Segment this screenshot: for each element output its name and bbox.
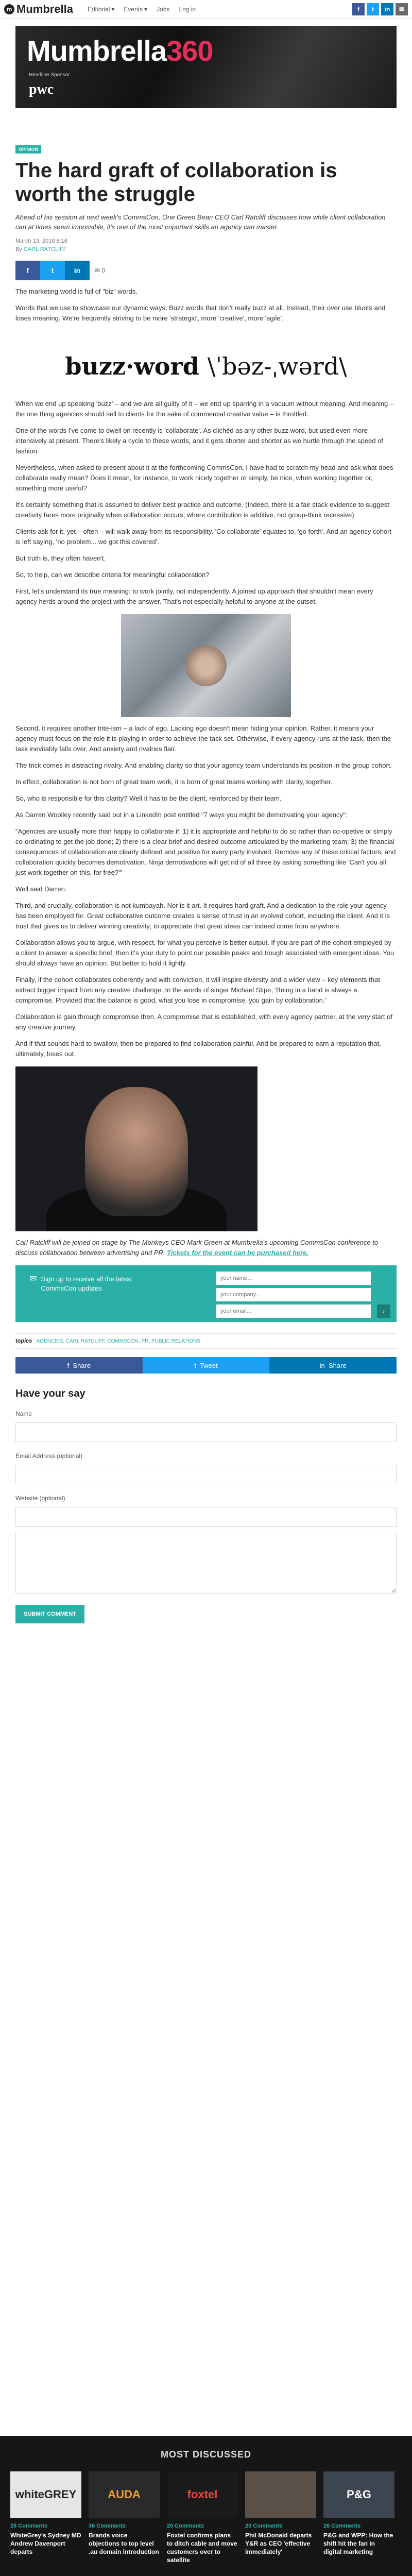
signup-text: ✉ Sign up to receive all the latest CommsCon updates [30,1275,132,1292]
card-comment-count: 28 Comments [10,2523,48,2529]
paragraph: Clients ask for it, yet – often – will walk away from its responsibility. 'Co collaborate' equates to, 'go forth'. And an agency cohort is left saying, 'no problem... we got this covered'. [15,528,392,546]
name-label: Name [15,1410,32,1417]
signup-company-input[interactable] [216,1288,371,1301]
social-links [352,3,408,15]
newsletter-signup [15,1265,397,1322]
paragraph: Third, and crucially, collaboration is not kumbayah. Nor is it art. It requires hard graft. And a dedication to the role your agency has been employed for. Great collaborative outcome creates a sense of trust in an evolved cohort, including the client. And it is trust that gives us to deliver winning creativity; to appreciate that great ideas can indeed come from anywhere. [15,902,390,930]
paragraph: The marketing world is full of "biz" words. [15,287,138,295]
paragraph: So, who is responsible for this clarity? Well it has to be the client, reinforced by their team. [15,794,282,802]
card-comment-count: 20 Comments [167,2523,204,2529]
website-label: Website (optional) [15,1495,65,1502]
main-menu [88,6,196,13]
share-twitter-icon[interactable]: t [40,261,65,280]
tickets-link[interactable]: Tickets for the event can be purchased here. [167,1249,309,1257]
paragraph: The trick comes in distracting rivalry. And enabling clarity so that your agency team understands its position in the group cohort. [15,761,392,769]
name-input[interactable] [15,1422,397,1442]
linkedin-icon[interactable]: in [381,3,393,15]
discussed-cards [0,2471,412,2564]
paragraph: Words that we use to showcase our dynamic ways. Buzz words that don't really buzz at all. Instead, their over use blunts and loses meaning. We're frequently striving to be more 'strategic', more 'creative', more 'agile'. [15,304,386,322]
envelope-icon: ✉ [30,1275,37,1283]
submit-comment-button[interactable]: SUBMIT COMMENT [15,1605,84,1623]
comment-form-title: Have your say [15,1388,85,1399]
card-comment-count: 20 Comments [245,2523,283,2529]
signup-email-input[interactable] [216,1304,371,1318]
nav-item-login[interactable]: Log in [179,5,196,13]
article-meta [15,237,397,253]
topics-bar [15,1333,397,1349]
share-twitter-button[interactable]: t Tweet [143,1357,270,1374]
paragraph: Collaboration is gain through compromise then. A compromise that is established, with every agency partner, at the very start of any creative journey. [15,1013,392,1031]
photo-caption: Carl Ratcliff will be joined on stage by The Monkeys CEO Mark Green at Mumbrella's upcoming CommsCon conference to discuss collaboration between advertising and PR. Tickets for the event can be purchased here. [15,1239,379,1257]
signup-submit-button[interactable]: › [377,1304,390,1318]
paragraph: And if that sounds hard to swallow, then be prepared to find collaboration painful. And be prepared to earn a reputation that, ultimately, loses out. [15,1040,381,1058]
teamwork-hands-photo [121,614,291,717]
paragraph: But truth is, they often haven't. [15,554,106,562]
discussed-card[interactable] [89,2471,160,2564]
author-prefix: By [15,246,22,252]
most-discussed-section [0,2436,412,2576]
share-facebook-button[interactable]: f Share [15,1357,143,1374]
paragraph: First, let's understand its true meaning: to work jointly, not independently. A joined up approach that shouldn't mean every agency herds around the project with the answer. That's not especially helpful to anyone at the outset. [15,587,373,605]
discussed-card[interactable] [167,2471,238,2564]
comment-form [15,1388,397,1623]
logo-mark-icon: m [4,4,14,14]
topics-label: topics [15,1338,32,1344]
author-portrait-photo [15,1066,258,1231]
event-banner-ad[interactable] [15,26,397,108]
category-badge[interactable]: OPINION [15,145,41,154]
share-linkedin-button[interactable]: in Share [269,1357,397,1374]
card-thumbnail [245,2471,316,2518]
email-icon[interactable]: ✉ [396,3,408,15]
discussed-card[interactable] [323,2471,394,2564]
facebook-icon: f [67,1361,73,1369]
article-body [15,286,397,1258]
email-input[interactable] [15,1465,397,1484]
paragraph: Nevertheless, when asked to present about it at the forthcoming CommsCon, I have had to scratch my head and ask what does collaborate really mean? Does it mean, for instance, to work nicely together or simply, be nice, when working together or, something more useful? [15,464,393,492]
twitter-icon: t [194,1361,200,1369]
paragraph: Finally, if the cohort collaborates coherently and with conviction, it will inspire diversity and a wider view – key elements that extract bigger impact from any creative challenge. In the words of singer Michael Stipe, 'Being in a band is always a compromise. Provided that the balance is good, what you lose in compromise, you gain by collaboration.' [15,976,380,1004]
article-headline: The hard graft of collaboration is worth the struggle [15,159,337,206]
chevron-down-icon: ▾ [111,5,115,13]
article-date: March 13, 2018 8:16 [15,238,67,244]
topic-links[interactable]: AGENCIES, CARL RATCLIFF, COMMSCON, PR, PUBLIC RELATIONS [36,1338,200,1344]
section-title: MOST DISCUSSED [160,2449,252,2460]
signup-name-input[interactable] [216,1272,371,1285]
paragraph: As Darren Woolley recently said out in a LinkedIn post entitled "7 ways you might be demotivating your agency": [15,811,348,819]
site-logo[interactable] [4,3,73,16]
website-input[interactable] [15,1507,397,1527]
comment-icon: ✉ [94,267,100,274]
share-bar [15,1357,397,1374]
discussed-card[interactable] [10,2471,81,2564]
paragraph: Collaboration allows you to argue, with respect, for what you perceive is better output. If you are part of the cohort employed by a client to answer a specific brief, then it's your duty to point our possible peaks and trough associated with emergent ideas. You should always have an opinion. But better to hold it lightly. [15,939,394,967]
banner-title: Mumbrella360 [27,35,213,67]
linkedin-icon: in [319,1361,329,1369]
comment-textarea[interactable] [15,1532,397,1594]
paragraph: So, to help, can we describe criteria for meaningful collaboration? [15,571,210,579]
share-linkedin-icon[interactable]: in [65,261,90,280]
share-buttons [15,261,397,280]
paragraph: It's certainly something that is assumed to deliver best practice and outcome. (Indeed, there is a fair stack evidence to suggest creativity fares more originally when collaboration occurs; where contribution is additive, not group-think recessive). [15,501,389,519]
email-label: Email Address (optional) [15,1452,83,1460]
logo-text: Mumbrella [16,2,74,15]
nav-item-jobs[interactable]: Jobs [157,5,170,13]
nav-item-editorial[interactable]: Editorial ▾ [88,5,115,13]
card-title: Foxtel confirms plans to ditch cable and move customers over to satellite [167,2532,237,2564]
comment-count[interactable]: ✉ 0 [94,267,106,274]
card-comment-count: 26 Comments [323,2523,361,2529]
card-title: P&G and WPP: How the shift hit the fan in digital marketing [323,2532,393,2555]
blockquote: "Agencies are usually more than happy to collaborate if: 1) it is appropriate and helpful to do so rather than co-opetive or simply co-ordinating to get the job done; 2) there is a clear brief and desired outcome articulated by the marketing team; 3) the financial consequences of collaboration are clearly defined and positive for every party involved. Remove any of these critical factors, and collaboration quickly becomes demotivation. Ninja demotivations will get rid of all three by asking something like 'Can't you all just work together on this, for free?'" [15,827,396,876]
buzzword-graphic: buzz·word \ˈbəz-ˌwərd\ [65,352,347,380]
discussed-card[interactable] [245,2471,316,2564]
top-navigation-bar [0,0,412,19]
card-title: Brands voice objections to top level .au domain introduction [89,2532,159,2555]
article [15,144,397,1623]
card-thumbnail: AUDA [89,2471,160,2518]
article-standfirst: Ahead of his session at next week's CommsCon, One Green Bean CEO Carl Ratcliff discusses how while client collaboration can at times seem impossible, it's one of the most important skills an agency can master. [15,213,386,231]
paragraph: One of the words I've come to dwell on recently is 'collaborate'. As clichéd as any other buzz word, but used even more intensively at present. There's likely a cycle to these words, and it gets shorter and shorter as we hurtle through the speed of fashion. [15,427,384,455]
paragraph: Well said Darren. [15,885,67,893]
nav-item-events[interactable]: Events ▾ [124,5,148,13]
sponsor-logo: pwc [29,81,54,97]
card-thumbnail: P&G [323,2471,394,2518]
banner-subtitle: Headline Sponsor [29,72,70,78]
paragraph: Second, it requires another trite-ism – a lack of ego. Lacking ego doesn't mean hiding your opinion. Rather, it means your agency must focus on the role it is playing in order to achieve the task set. Otherwise, if every agency runs at the task, then the task inevitably falls over. And anxiety and rivalries flair. [15,724,391,753]
card-title: WhiteGrey's Sydney MD Andrew Davenport departs [10,2532,81,2555]
paragraph: When we end up speaking 'buzz' – and we are all guilty of it – we end up sparring in a vacuum without meaning. And meaning – the one thing agencies should sell to clients for the sake of commercial creative value – is throttled. [15,400,394,418]
card-comment-count: 36 Comments [89,2523,126,2529]
twitter-icon[interactable]: t [367,3,379,15]
card-thumbnail: foxtel [167,2471,238,2518]
card-thumbnail: whiteGREY [10,2471,81,2518]
facebook-icon[interactable]: f [352,3,365,15]
card-title: Phil McDonald departs Y&R as CEO 'effective immediately' [245,2532,312,2555]
author-link[interactable]: CARL RATCLIFF [23,246,67,252]
chevron-down-icon: ▾ [144,5,148,13]
share-facebook-icon[interactable]: f [15,261,40,280]
paragraph: In effect, collaboration is not born of great team work, it is born of great teams working with clarity, together. [15,778,333,786]
